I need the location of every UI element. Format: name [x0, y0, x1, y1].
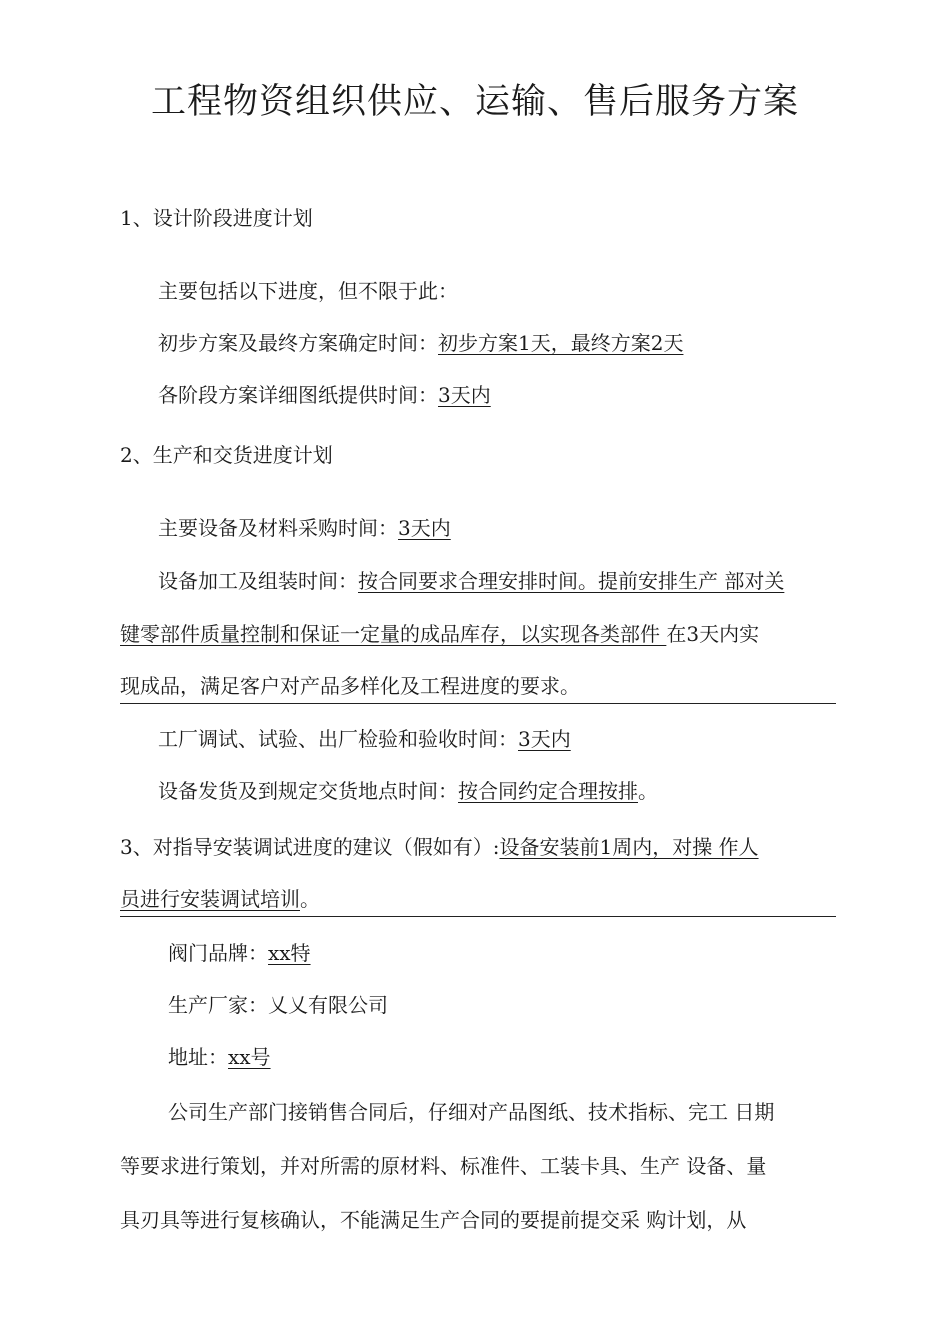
section-3-heading: 3、对指导安装调试进度的建议（假如有）: — [120, 835, 500, 859]
divider — [120, 703, 836, 704]
address-value: xx号 — [228, 1045, 271, 1069]
section-1-intro: 主要包括以下进度，但不限于此： — [158, 279, 458, 303]
divider — [120, 916, 836, 917]
brand-label: 阀门品牌： — [168, 941, 268, 965]
brand-value: xx特 — [268, 941, 311, 965]
assembly-row-line-2 — [120, 620, 759, 648]
assembly-row-line-1 — [158, 567, 836, 595]
design-schedule-value: 初步方案1天，最终方案2天 — [438, 331, 684, 355]
assembly-label: 设备加工及组装时间： — [158, 569, 358, 593]
assembly-row-line-3: 现成品，满足客户对产品多样化及工程进度的要求。 — [120, 674, 580, 698]
section-3-end: 。 — [300, 887, 320, 911]
manufacturer-label: 生产厂家： — [168, 993, 268, 1017]
address-row — [168, 1043, 271, 1071]
assembly-value-part-1: 按合同要求合理安排时间。提前安排生产 部对关 — [358, 569, 785, 593]
procurement-label: 主要设备及材料采购时间： — [158, 516, 398, 540]
assembly-value-part-2: 键零部件质量控制和保证一定量的成品库存，以实现各类部件 — [120, 622, 667, 646]
testing-value: 3天内 — [518, 727, 571, 751]
design-schedule-row — [158, 329, 683, 357]
testing-label: 工厂调试、试验、出厂检验和验收时间： — [158, 727, 518, 751]
section-3-line-1 — [120, 833, 759, 861]
assembly-tail: 在3天内实 — [666, 622, 760, 646]
drawings-schedule-value: 3天内 — [438, 383, 491, 407]
brand-row — [168, 939, 311, 967]
paragraph-line: 公司生产部门接销售合同后，仔细对产品图纸、技术指标、完工 日期 — [168, 1100, 775, 1124]
manufacturer-value: 乂乂有限公司 — [268, 993, 388, 1017]
paragraph-line: 具刃具等进行复核确认，不能满足生产合同的要提前提交采 购计划，从 — [120, 1208, 747, 1232]
testing-row — [158, 725, 571, 753]
paragraph-line: 等要求进行策划，并对所需的原材料、标准件、工装卡具、生产 设备、量 — [120, 1154, 767, 1178]
drawings-schedule-label: 各阶段方案详细图纸提供时间： — [158, 383, 438, 407]
section-3-value-part-1: 设备安装前1周内，对操 作人 — [499, 835, 759, 859]
section-3-line-2 — [120, 885, 320, 913]
section-1-heading: 1、设计阶段进度计划 — [120, 206, 313, 230]
drawings-schedule-row — [158, 381, 491, 409]
procurement-value: 3天内 — [398, 516, 451, 540]
delivery-label: 设备发货及到规定交货地点时间： — [158, 779, 458, 803]
procurement-row — [158, 514, 451, 542]
delivery-row — [158, 777, 658, 805]
manufacturer-row — [168, 991, 388, 1019]
design-schedule-label: 初步方案及最终方案确定时间： — [158, 331, 438, 355]
section-3-value-part-2: 员进行安装调试培训 — [120, 887, 300, 911]
document-title: 工程物资组织供应、运输、售后服务方案 — [150, 82, 799, 122]
section-2-heading: 2、生产和交货进度计划 — [120, 443, 333, 467]
delivery-end: 。 — [638, 779, 658, 803]
delivery-value: 按合同约定合理按排 — [458, 779, 638, 803]
address-label: 地址： — [168, 1045, 228, 1069]
